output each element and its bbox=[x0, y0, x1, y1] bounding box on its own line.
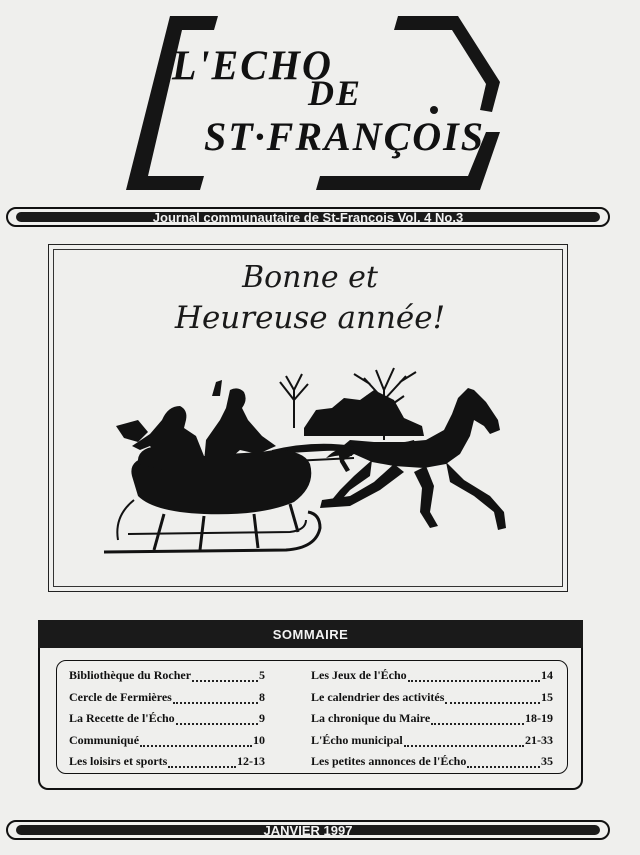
toc-leader-dots bbox=[168, 757, 236, 768]
issue-date-banner bbox=[6, 820, 610, 840]
greeting-line-2: Heureuse année! bbox=[174, 300, 446, 336]
toc-entry-page: 18-19 bbox=[525, 711, 553, 725]
masthead-line-3: ST·FRANÇOIS bbox=[204, 114, 485, 159]
toc-entry-title: L'Écho municipal bbox=[311, 732, 403, 747]
toc-right-column bbox=[311, 665, 553, 773]
toc-entry bbox=[311, 665, 553, 687]
toc-heading-bar bbox=[38, 620, 583, 648]
masthead bbox=[0, 0, 640, 200]
toc-entry-page: 8 bbox=[259, 689, 265, 704]
toc-leader-dots bbox=[176, 714, 258, 725]
masthead-line-1: L'ECHO bbox=[172, 41, 333, 90]
toc-leader-dots bbox=[408, 671, 540, 682]
toc-entry-title: Bibliothèque du Rocher bbox=[69, 668, 192, 682]
journal-info-text: Journal communautaire de St-François Vol. 4 No.3 bbox=[152, 209, 464, 225]
toc-leader-dots bbox=[192, 671, 258, 682]
greeting-frame bbox=[48, 244, 568, 592]
toc-entry-page: 10 bbox=[253, 732, 265, 747]
toc-entry bbox=[311, 687, 553, 709]
toc-entry bbox=[69, 687, 265, 709]
toc-entry-title: Les loisirs et sports bbox=[69, 754, 168, 768]
toc-left-column bbox=[69, 665, 265, 773]
toc-entry bbox=[69, 730, 265, 752]
toc-entry bbox=[69, 708, 265, 730]
toc-entry-title: Le calendrier des activités bbox=[311, 689, 445, 704]
horse-drawn-sleigh-silhouette-icon bbox=[54, 250, 566, 590]
toc-leader-dots bbox=[431, 714, 524, 725]
toc-leader-dots bbox=[404, 736, 524, 747]
toc-entry-page: 14 bbox=[541, 668, 553, 682]
masthead-line-2: DE bbox=[308, 73, 363, 113]
toc-entry-page: 9 bbox=[259, 711, 265, 725]
toc-entry-title: Communiqué bbox=[69, 732, 140, 747]
toc-entry bbox=[311, 730, 553, 752]
greeting-line-1: Bonne et bbox=[242, 260, 378, 295]
toc-entry bbox=[69, 751, 265, 773]
toc-entry-title: La Recette de l'Écho bbox=[69, 711, 175, 725]
toc-entry bbox=[311, 751, 553, 773]
toc-heading: SOMMAIRE bbox=[272, 626, 349, 642]
toc-leader-dots bbox=[445, 693, 540, 704]
toc-entry-page: 35 bbox=[541, 754, 553, 768]
toc-entry-page: 21-33 bbox=[525, 732, 553, 747]
greeting-frame-inner bbox=[53, 249, 563, 587]
toc-leader-dots bbox=[467, 757, 540, 768]
toc-entry-page: 5 bbox=[259, 668, 265, 682]
table-of-contents bbox=[38, 620, 583, 790]
toc-leader-dots bbox=[173, 693, 258, 704]
toc-entry-page: 12-13 bbox=[237, 754, 265, 768]
toc-entry bbox=[69, 665, 265, 687]
toc-entry-title: Les petites annonces de l'Écho bbox=[311, 754, 467, 768]
issue-date-text: JANVIER 1997 bbox=[263, 822, 353, 838]
journal-info-banner bbox=[6, 207, 610, 227]
toc-entries-box bbox=[56, 660, 568, 774]
toc-leader-dots bbox=[140, 736, 252, 747]
toc-entry-page: 15 bbox=[541, 689, 553, 704]
toc-entry-title: Les Jeux de l'Écho bbox=[311, 668, 407, 682]
toc-entry bbox=[311, 708, 553, 730]
toc-entry-title: La chronique du Maire bbox=[311, 711, 431, 725]
toc-entry-title: Cercle de Fermières bbox=[69, 689, 172, 704]
